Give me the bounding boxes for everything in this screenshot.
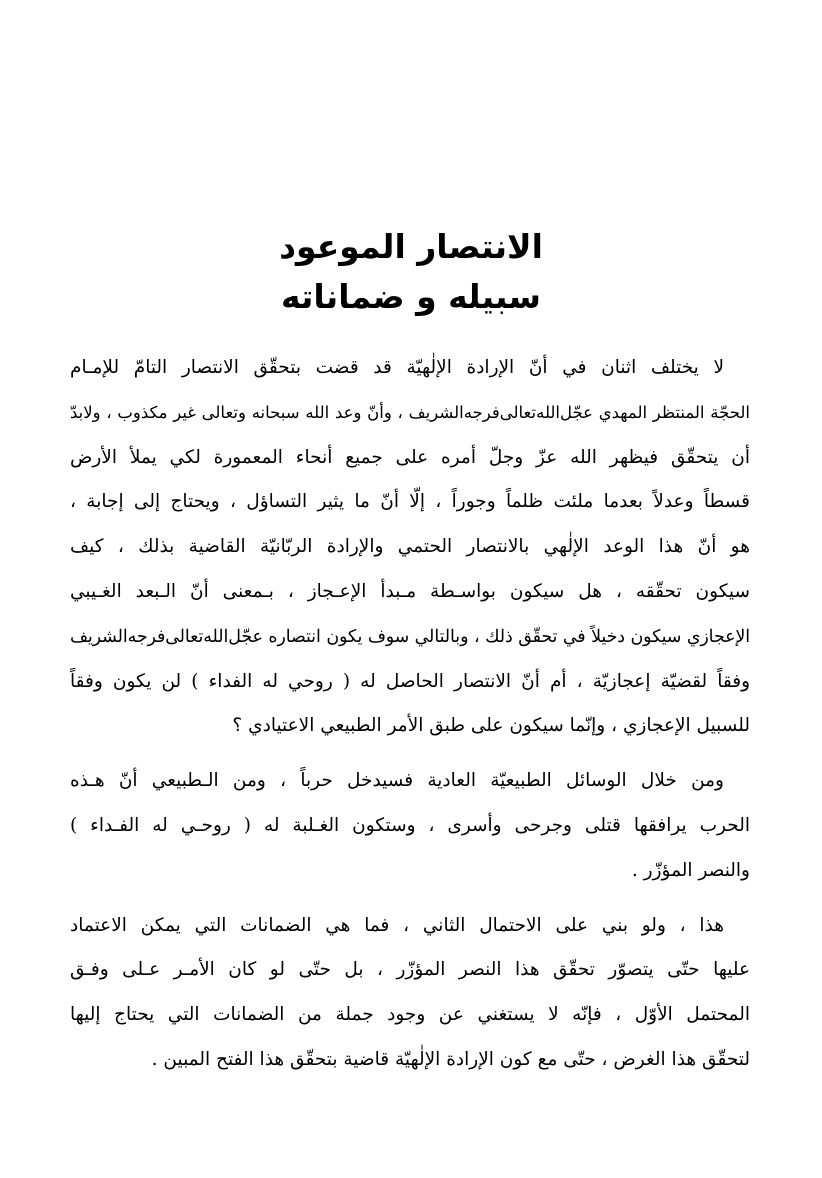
paragraph-3: [70, 904, 750, 1083]
body-text: [70, 346, 750, 1083]
paragraph-line: والنصر المؤزّر .: [631, 859, 750, 881]
paragraph-line: وفقاً لقضيّة إعجازيّة ، أم أنّ الانتصار الحاصل له ( روحي له الفداء ) لن يكون وفقاً: [70, 670, 750, 692]
paragraph-line: أن يتحقّق فيظهر الله عزّ وجلّ أمره على جميع أنحاء المعمورة لكي يملأ الأرض: [70, 446, 750, 468]
paragraph-line: لتحقّق هذا الغرض ، حتّى مع كون الإرادة الإلٰهيّة قاضية بتحقّق هذا الفتح المبين .: [151, 1048, 750, 1070]
paragraph-line: عليها حتّى يتصوّر تحقّق هذا النصر المؤزّر ، بل حتّى لو كان الأمـر عـلى وفـق: [70, 959, 750, 981]
title-line-1: الانتصار الموعود: [279, 227, 543, 266]
chapter-title: [0, 222, 822, 322]
paragraph-2: [70, 759, 750, 893]
paragraph-line: ومن خلال الوسائل الطبيعيّة العادية فسيدخل حرباً ، ومن الـطبيعي أنّ هـذه: [70, 770, 724, 792]
paragraph-line: لا يختلف اثنان في أنّ الإرادة الإلٰهيّة قد قضت بتحقّق الانتصار التامّ للإمـام: [70, 357, 724, 378]
paragraph-line: قسطاً وعدلاً بعدما ملئت ظلماً وجوراً ، إلّا أنّ ما يثير التساؤل ، ويحتاج إلى إجابة ،: [70, 491, 750, 513]
paragraph-line: الحجّة المنتظر المهدي عجّل‌الله‌تعالی‌فرجه‌الشريف ، وأنّ وعد الله سبحانه وتعالى غير مكذوب ، ولابدّ: [70, 402, 750, 422]
paragraph-1: [70, 346, 750, 749]
paragraph-line: هو أنّ هذا الوعد الإلٰهي بالانتصار الحتمي والإرادة الربّانيّة القاضية بذلك ، كيف: [70, 536, 750, 558]
paragraph-line: المحتمل الأوّل ، فإنّه لا يستغني عن وجود جملة من الضمانات التي يحتاج إليها: [70, 1004, 750, 1026]
paragraph-line: هذا ، ولو بني على الاحتمال الثاني ، فما هي الضمانات التي يمكن الاعتماد: [70, 914, 724, 936]
paragraph-line: للسبيل الإعجازي ، وإنّما سيكون على طبق الأمر الطبيعي الاعتيادي ؟: [232, 715, 750, 737]
paragraph-line: الحرب يرافقها قتلى وجرحى وأسرى ، وستكون الغـلبة له ( روحـي له الفـداء ): [70, 814, 750, 836]
paragraph-line: الإعجازي سيكون دخيلاً في تحقّق ذلك ، وبالتالي سوف يكون انتصاره عجّل‌الله‌تعالی‌فرجه‌الشريف: [70, 626, 750, 647]
paragraph-line: سيكون تحقّقه ، هل سيكون بواسـطة مـبدأ الإعـجاز ، بـمعنى أنّ الـبعد الغـيبي: [70, 580, 750, 602]
title-line-2: سبيله و ضماناته: [281, 277, 541, 316]
